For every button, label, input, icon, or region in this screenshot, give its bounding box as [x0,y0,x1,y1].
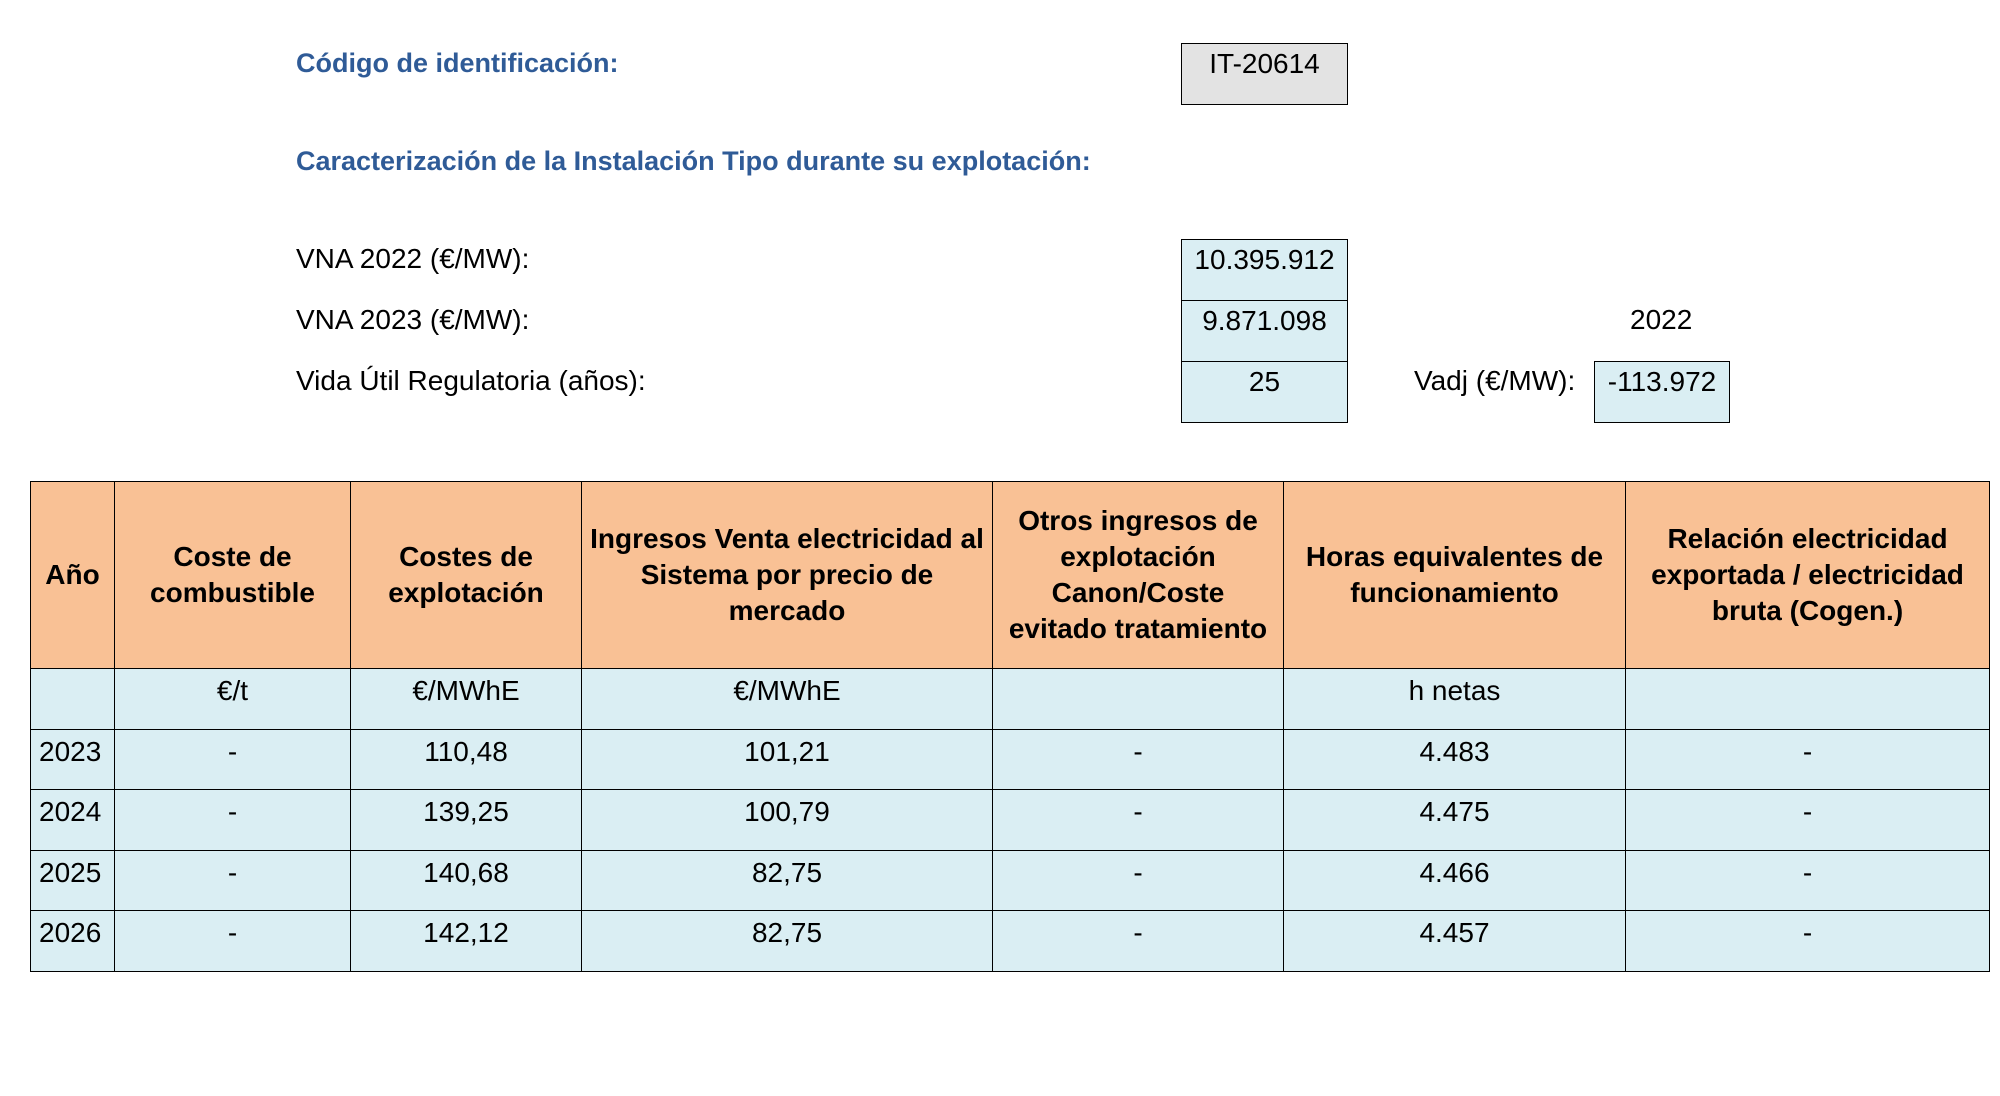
table-header-row [31,482,1990,669]
table-cell: - [115,790,351,851]
table-cell: 82,75 [582,911,993,972]
header-ingresos-venta: Ingresos Venta electricidad al Sistema por precio de mercado [582,482,993,669]
vna-2023-value: 9.871.098 [1181,300,1348,362]
table-cell: 82,75 [582,850,993,911]
unit-cell: €/t [115,669,351,730]
table-cell: 140,68 [351,850,582,911]
header-relacion-electricidad: Relación electricidad exportada / electricidad bruta (Cogen.) [1626,482,1990,669]
table-cell: - [1626,850,1990,911]
table-row [31,911,1990,972]
vadj-label: Vadj (€/MW): [1414,365,1576,396]
vna-2022-label: VNA 2022 (€/MW): [296,243,530,274]
characterization-heading: Caracterización de la Instalación Tipo durante su explotación: [296,146,1091,176]
vida-util-label: Vida Útil Regulatoria (años): [296,365,646,396]
table-cell: 4.457 [1284,911,1626,972]
table-cell: 4.475 [1284,790,1626,851]
table-cell: 4.466 [1284,850,1626,911]
table-row [31,729,1990,790]
header-ano: Año [31,482,115,669]
table-cell: 101,21 [582,729,993,790]
year-cell: 2026 [31,911,115,972]
unit-cell [1626,669,1990,730]
year-cell: 2025 [31,850,115,911]
table-cell: - [1626,729,1990,790]
header-otros-ingresos: Otros ingresos de explotación Canon/Coste evitado tratamiento [993,482,1284,669]
table-row [31,790,1990,851]
table-cell: - [1626,790,1990,851]
unit-cell [31,669,115,730]
units-row [31,669,1990,730]
table-cell: - [993,850,1284,911]
identification-label: Código de identificación: [296,48,619,78]
explotacion-table [30,481,1990,972]
identification-code: IT-20614 [1181,43,1348,105]
table-cell: 110,48 [351,729,582,790]
table-cell: 100,79 [582,790,993,851]
table-cell: - [115,850,351,911]
year-cell: 2023 [31,729,115,790]
vna-2022-value: 10.395.912 [1181,239,1348,301]
table-cell: - [993,729,1284,790]
vna-2023-label: VNA 2023 (€/MW): [296,304,530,335]
header-coste-combustible: Coste de combustible [115,482,351,669]
table-row [31,850,1990,911]
table-cell: 142,12 [351,911,582,972]
unit-cell: €/MWhE [582,669,993,730]
vida-util-value: 25 [1181,361,1348,423]
table-cell: - [993,911,1284,972]
year-cell: 2024 [31,790,115,851]
unit-cell: €/MWhE [351,669,582,730]
table-cell: 4.483 [1284,729,1626,790]
table-cell: - [115,911,351,972]
table-cell: 139,25 [351,790,582,851]
unit-cell [993,669,1284,730]
header-horas-equivalentes: Horas equivalentes de funcionamiento [1284,482,1626,669]
vadj-value: -113.972 [1594,361,1730,423]
vadj-year: 2022 [1630,304,1693,335]
table-cell: - [1626,911,1990,972]
unit-cell: h netas [1284,669,1626,730]
table-cell: - [993,790,1284,851]
table-cell: - [115,729,351,790]
header-costes-explotacion: Costes de explotación [351,482,582,669]
